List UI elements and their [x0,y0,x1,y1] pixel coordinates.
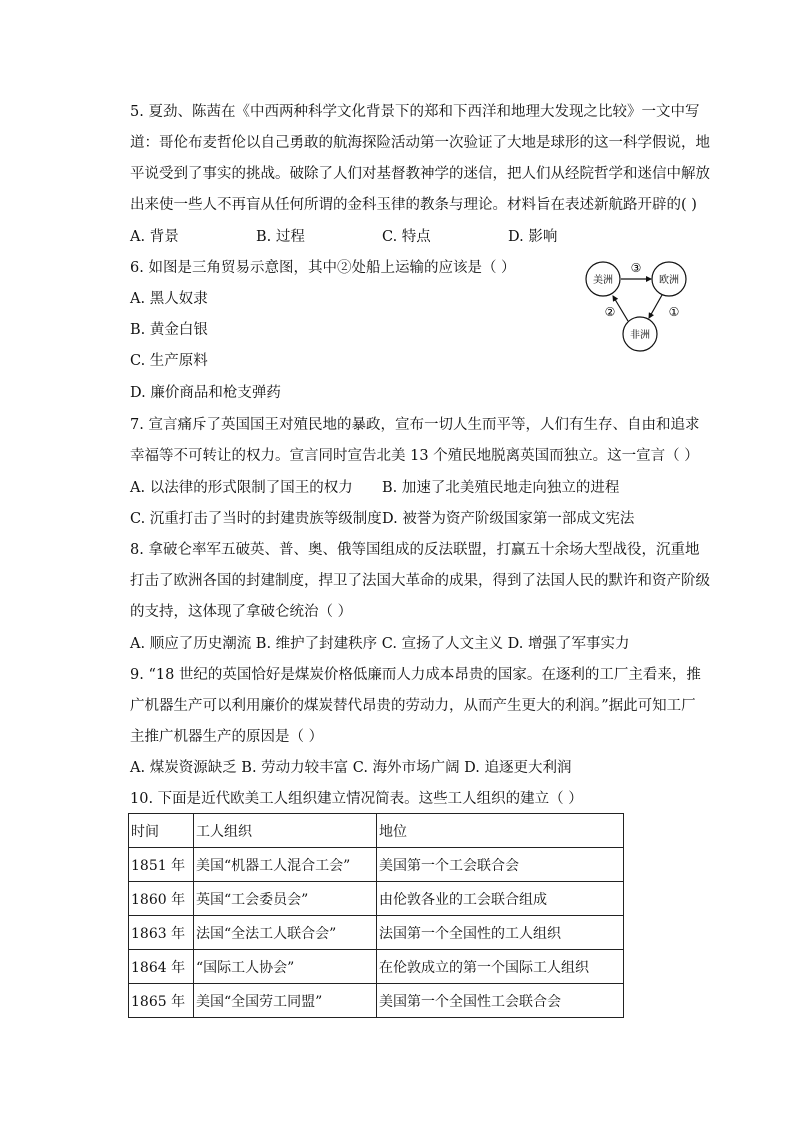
table-row [129,984,624,1018]
q5-option-a: A. 背景 [130,229,179,245]
table-cell: 1851 年 [129,848,194,882]
q8-stem-line-1: 8. 拿破仑率军五破英、普、奥、俄等国组成的反法联盟，打赢五十余场大型战役，沉重地 [130,542,700,558]
q5-option-d: D. 影响 [508,229,558,245]
q5-stem-line-1: 5. 夏劲、陈茜在《中西两种科学文化背景下的郑和下西洋和地理大发现之比较》一文中写 [130,104,700,120]
table-header-status: 地位 [377,814,624,848]
q5-stem-line-2: 道：哥伦布麦哲伦以自己勇敢的航海探险活动第一次验证了大地是球形的这一科学假说，地 [130,135,710,151]
q5-stem-line-4: 出来使一些人不再盲从任何所谓的金科玉律的教条与理论。材料旨在表述新航路开辟的( ) [130,197,697,213]
table-header-time: 时间 [129,814,194,848]
table-header-organization: 工人组织 [194,814,377,848]
q7-option-a: A. 以法律的形式限制了国王的权力 [130,480,353,496]
q5-stem-line-3: 平说受到了事实的挑战。破除了人们对基督教神学的迷信，把人们从经院哲学和迷信中解放 [130,166,710,182]
table-cell: 1860 年 [129,882,194,916]
q6-option-d: D. 廉价商品和枪支弹药 [130,385,281,401]
q7-option-c: C. 沉重打击了当时的封建贵族等级制度 [130,511,382,527]
q9-stem-line-1: 9. “18 世纪的英国恰好是煤炭价格低廉而人力成本昂贵的国家。在逐利的工厂主看来，推 [130,667,701,683]
arrow-1-label: ① [668,305,680,319]
table-cell: 英国“工会委员会” [194,882,377,916]
table-cell: 法国“全法工人联合会” [194,916,377,950]
q6-option-c: C. 生产原料 [130,353,208,369]
q7-option-b: B. 加速了北美殖民地走向独立的进程 [382,480,620,496]
table-row [129,916,624,950]
q6-option-b: B. 黄金白银 [130,322,208,338]
table-row [129,848,624,882]
table-cell: 美国“机器工人混合工会” [194,848,377,882]
table-cell: 法国第一个全国性的工人组织 [377,916,624,950]
q8-stem-line-3: 的支持，这体现了拿破仑统治（ ） [130,604,353,620]
q8-stem-line-2: 打击了欧洲各国的封建制度，捍卫了法国大革命的成果，得到了法国人民的默许和资产阶级 [130,573,710,589]
q5-options [130,227,630,247]
table-cell: 美国第一个工会联合会 [377,848,624,882]
table-cell: 1865 年 [129,984,194,1018]
q7-stem-line-1: 7. 宣言痛斥了英国国王对殖民地的暴政，宣布一切人生而平等，人们有生存、自由和追求 [130,417,700,433]
q9-options: A. 煤炭资源缺乏 B. 劳动力较丰富 C. 海外市场广阔 D. 追逐更大利润 [130,760,572,776]
europe-label: 欧洲 [659,275,679,286]
q7-stem-line-2: 幸福等不可转让的权力。宣言同时宣告北美 13 个殖民地脱离英国而独立。这一宣言（ ） [130,448,699,464]
arrow-1-line [649,295,662,318]
q5-option-c: C. 特点 [382,229,431,245]
q5-option-b: B. 过程 [256,229,305,245]
africa-label: 非洲 [630,330,650,341]
arrow-3-label: ③ [630,261,642,275]
table-cell: 美国第一个全国性工会联合会 [377,984,624,1018]
table-row [129,882,624,916]
table-cell: “国际工人协会” [194,950,377,984]
q6-option-a: A. 黑人奴隶 [130,291,208,307]
q9-stem-line-3: 主推广机器生产的原因是（ ） [130,729,324,745]
q7-option-d: D. 被誉为资产阶级国家第一部成文宪法 [382,511,635,527]
table-header-row [129,814,624,848]
table-cell: 1863 年 [129,916,194,950]
table-row [129,950,624,984]
arrow-2-label: ② [604,305,616,319]
table-cell: 在伦敦成立的第一个国际工人组织 [377,950,624,984]
labor-organizations-table [128,813,624,1018]
triangle-trade-diagram [578,258,698,358]
q7-options-row-2 [130,509,635,529]
q6-stem: 6. 如图是三角贸易示意图，其中②处船上运输的应该是（ ） [130,260,516,276]
q10-stem: 10. 下面是近代欧美工人组织建立情况简表。这些工人组织的建立（ ） [130,791,583,807]
table-cell: 1864 年 [129,950,194,984]
q7-options-row-1 [130,478,630,498]
table-cell: 美国“全国劳工同盟” [194,984,377,1018]
q8-options: A. 顺应了历史潮流 B. 维护了封建秩序 C. 宣扬了人文主义 D. 增强了军事实力 [130,636,630,652]
table-cell: 由伦敦各业的工会联合组成 [377,882,624,916]
q9-stem-line-2: 广机器生产可以利用廉价的煤炭替代昂贵的劳动力，从而产生更大的利润。”据此可知工厂 [130,698,696,714]
americas-label: 美洲 [593,275,613,286]
